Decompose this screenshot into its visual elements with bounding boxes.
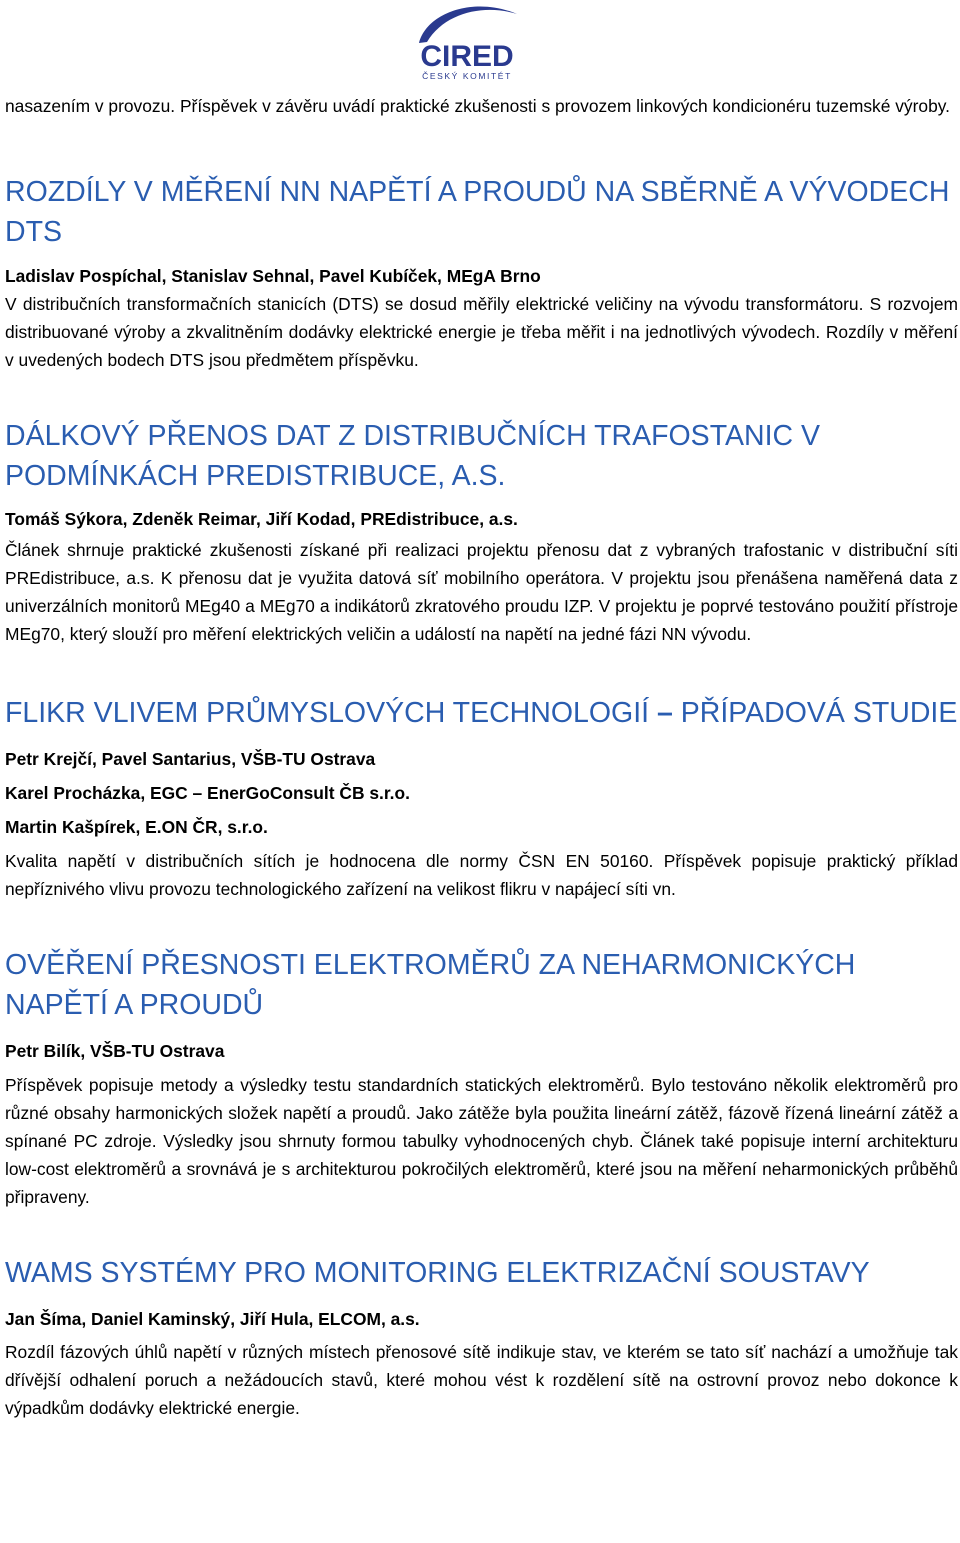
logo-subtitle: ČESKÝ KOMITÉT (422, 71, 512, 81)
article-authors: Jan Šíma, Daniel Kaminský, Jiří Hula, ELCOM, a.s. (5, 1309, 420, 1329)
article-authors: Ladislav Pospíchal, Stanislav Sehnal, Pavel Kubíček, MEgA Brno (5, 266, 541, 286)
article-abstract: V distribučních transformačních stanicích (DTS) se dosud měřily elektrické veličiny na vývodu transformátoru. S rozvojem distribuované výroby a zkvalitněním dodávky elektrické energie je třeba měřit i na jednotlivých vývodech. Rozdíly v měření v uvedených bodech DTS jsou předmětem příspěvku. (5, 294, 958, 370)
article-title (5, 693, 958, 733)
article-authors: Tomáš Sýkora, Zdeněk Reimar, Jiří Kodad, PREdistribuce, a.s. (5, 509, 518, 529)
article-title: DÁLKOVÝ PŘENOS DAT Z DISTRIBUČNÍCH TRAFOSTANIC V PODMÍNKÁCH PREDISTRIBUCE, A.S. (5, 420, 821, 492)
article-abstract: Článek shrnuje praktické zkušenosti získané při realizaci projektu přenosu dat z vybraných trafostanic v distribuční síti PREdistribuce, a.s. K přenosu dat je využita datová síť mobilního operátora. V projektu jsou přenášena naměřená data z univerzálních monitorů MEg40 a MEg70 a indikátorů zkratového proudu IZP. V projektu je poprvé testováno použití přístroje MEg70, který slouží pro měření elektrických veličin a událostí na napětí na jedné fázi NN vývodu. (5, 540, 958, 644)
article-abstract: Příspěvek popisuje metody a výsledky testu standardních statických elektroměrů. Bylo testováno několik elektroměrů pro různé obsahy harmonických složek napětí a proudů. Jako zátěže byla použita lineární zátěž, fázově řízená lineární zátěž a spínané PC zdroje. Výsledky jsou shrnuty formou tabulky vyhodnocených chyb. Článek také popisuje interní architekturu low-cost elektroměrů a srovnává je s architekturou pokročilých elektroměrů, které jsou na měření neharmonických průběhů připraveny. (5, 1075, 958, 1207)
article-abstract: Rozdíl fázových úhlů napětí v různých místech přenosové sítě indikuje stav, ve kterém se tato síť nachází a umožňuje tak dřívější odhalení poruch a nežádoucích stavů, které mohou vést k rozdělení sítě na ostrovní provoz nebo dokonce k výpadkům dodávky elektrické energie. (5, 1342, 958, 1418)
article-title: ROZDÍLY V MĚŘENÍ NN NAPĚTÍ A PROUDŮ NA SBĚRNĚ A VÝVODECH DTS (5, 176, 950, 248)
article-authors: Petr Krejčí, Pavel Santarius, VŠB-TU Ostrava (5, 749, 376, 769)
article-title-part: FLIKR VLIVEM PRŮMYSLOVÝCH TECHNOLOGIÍ (5, 697, 657, 729)
article-abstract: Kvalita napětí v distribučních sítích je hodnocena dle normy ČSN EN 50160. Příspěvek popisuje praktický příklad nepříznivého vlivu provozu technologického zařízení na velikost flikru v napájecí síti vn. (5, 851, 958, 899)
document-body (5, 92, 958, 1422)
article-title: WAMS SYSTÉMY PRO MONITORING ELEKTRIZAČNÍ SOUSTAVY (5, 1257, 870, 1289)
article-title-part: PŘÍPADOVÁ STUDIE (672, 697, 958, 729)
cired-logo (405, 0, 530, 82)
article-title-dash: – (656, 697, 673, 729)
article-authors: Petr Bilík, VŠB-TU Ostrava (5, 1041, 225, 1061)
logo-swoosh (419, 6, 517, 43)
intro-paragraph: nasazením v provozu. Příspěvek v závěru uvádí praktické zkušenosti s provozem linkových kondicionéru tuzemské výroby. (5, 96, 950, 116)
article-authors: Karel Procházka, EGC – EnerGoConsult ČB s.r.o. (5, 783, 410, 803)
article-authors: Martin Kašpírek, E.ON ČR, s.r.o. (5, 817, 268, 837)
logo-name: CIRED (420, 40, 514, 73)
article-title: OVĚŘENÍ PŘESNOSTI ELEKTROMĚRŮ ZA NEHARMONICKÝCH NAPĚTÍ A PROUDŮ (5, 949, 856, 1021)
